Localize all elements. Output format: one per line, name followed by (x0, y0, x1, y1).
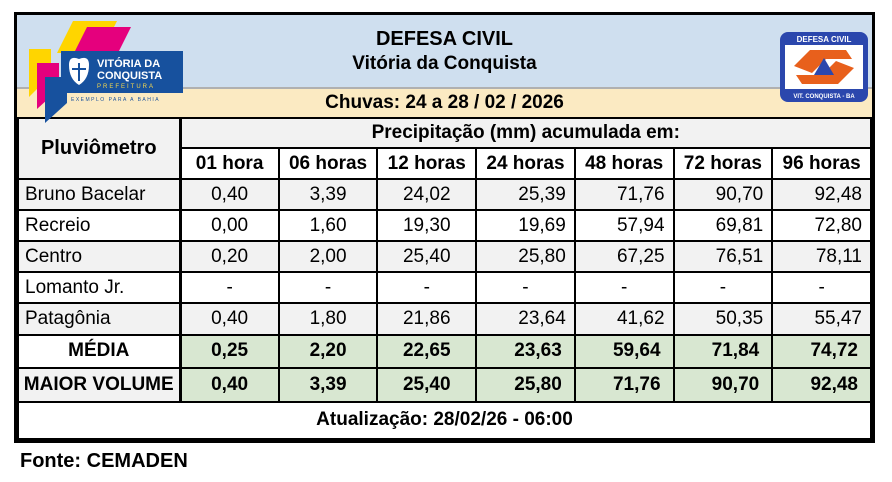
precipitation-table (17, 117, 872, 440)
bulletin-frame (14, 12, 875, 443)
value-cell: 3,39 (279, 179, 378, 210)
column-header: 48 horas (575, 148, 674, 179)
update-row (18, 402, 871, 439)
summary-value-cell: 0,25 (180, 335, 279, 368)
summary-value-cell: 25,80 (476, 368, 575, 402)
value-cell: 25,39 (476, 179, 575, 210)
value-cell: 21,86 (377, 303, 476, 334)
value-cell: 72,80 (772, 210, 871, 241)
summary-value-cell: 23,63 (476, 335, 575, 368)
city-logo-line3: PREFEITURA (97, 84, 156, 90)
table-row (18, 272, 871, 303)
value-cell: 19,69 (476, 210, 575, 241)
summary-value-cell: 22,65 (377, 335, 476, 368)
value-cell: 0,00 (180, 210, 279, 241)
value-cell: 69,81 (674, 210, 773, 241)
source-note: Fonte: CEMADEN (20, 450, 188, 472)
station-name: Lomanto Jr. (18, 272, 180, 303)
table-row (18, 179, 871, 210)
value-cell: 41,62 (575, 303, 674, 334)
summary-value-cell: 92,48 (772, 368, 871, 402)
city-logo-line2: CONQUISTA (97, 70, 163, 82)
column-header: 06 horas (279, 148, 378, 179)
value-cell: 1,60 (279, 210, 378, 241)
value-cell: - (674, 272, 773, 303)
value-cell: 24,02 (377, 179, 476, 210)
value-cell: 19,30 (377, 210, 476, 241)
page-title: DEFESA CIVIL (375, 27, 514, 50)
summary-value-cell: 0,40 (180, 368, 279, 402)
value-cell: 1,80 (279, 303, 378, 334)
value-cell: 92,48 (772, 179, 871, 210)
column-header: 72 horas (674, 148, 773, 179)
summary-value-cell: 25,40 (377, 368, 476, 402)
page-subtitle: Vitória da Conquista (352, 52, 537, 74)
column-header: 01 hora (180, 148, 279, 179)
max-volume-row (18, 368, 871, 402)
column-header: 24 horas (476, 148, 575, 179)
column-header: 96 horas (772, 148, 871, 179)
value-cell: 25,80 (476, 241, 575, 272)
city-logo-icon (23, 19, 191, 127)
summary-value-cell: 71,76 (575, 368, 674, 402)
value-cell: - (279, 272, 378, 303)
row-header: Pluviômetro (18, 118, 180, 179)
value-cell: 0,20 (180, 241, 279, 272)
value-cell: 71,76 (575, 179, 674, 210)
table-row (18, 210, 871, 241)
value-cell: - (772, 272, 871, 303)
city-logo-tagline: EXEMPLO PARA A BAHIA (71, 97, 161, 103)
badge-top-label: DEFESA CIVIL (796, 35, 852, 44)
value-cell: 23,64 (476, 303, 575, 334)
value-cell: 0,40 (180, 303, 279, 334)
update-timestamp: Atualização: 28/02/26 - 06:00 (18, 402, 871, 439)
station-name: Recreio (18, 210, 180, 241)
column-group-header: Precipitação (mm) acumulada em: (180, 118, 871, 148)
value-cell: - (575, 272, 674, 303)
value-cell: 50,35 (674, 303, 773, 334)
value-cell: 55,47 (772, 303, 871, 334)
summary-value-cell: 3,39 (279, 368, 378, 402)
period-label: Chuvas: 24 a 28 / 02 / 2026 (325, 92, 564, 113)
station-name: Centro (18, 241, 180, 272)
summary-value-cell: 59,64 (575, 335, 674, 368)
table-row (18, 241, 871, 272)
table-row (18, 303, 871, 334)
defesa-civil-icon (780, 32, 868, 102)
value-cell: 90,70 (674, 179, 773, 210)
summary-label: MÉDIA (18, 335, 180, 368)
value-cell: 2,00 (279, 241, 378, 272)
value-cell: 25,40 (377, 241, 476, 272)
city-logo-line1: VITÓRIA DA (97, 58, 161, 70)
value-cell: - (476, 272, 575, 303)
value-cell: - (377, 272, 476, 303)
average-row (18, 335, 871, 368)
summary-label: MAIOR VOLUME (18, 368, 180, 402)
column-header: 12 horas (377, 148, 476, 179)
value-cell: 0,40 (180, 179, 279, 210)
badge-bottom-label: VIT. CONQUISTA - BA (793, 94, 855, 100)
value-cell: - (180, 272, 279, 303)
summary-value-cell: 71,84 (674, 335, 773, 368)
station-name: Patagônia (18, 303, 180, 334)
vitoria-da-conquista-logo (23, 19, 191, 127)
summary-value-cell: 2,20 (279, 335, 378, 368)
defesa-civil-badge (780, 32, 868, 102)
value-cell: 67,25 (575, 241, 674, 272)
summary-value-cell: 74,72 (772, 335, 871, 368)
station-name: Bruno Bacelar (18, 179, 180, 210)
value-cell: 78,11 (772, 241, 871, 272)
value-cell: 76,51 (674, 241, 773, 272)
value-cell: 57,94 (575, 210, 674, 241)
summary-value-cell: 90,70 (674, 368, 773, 402)
